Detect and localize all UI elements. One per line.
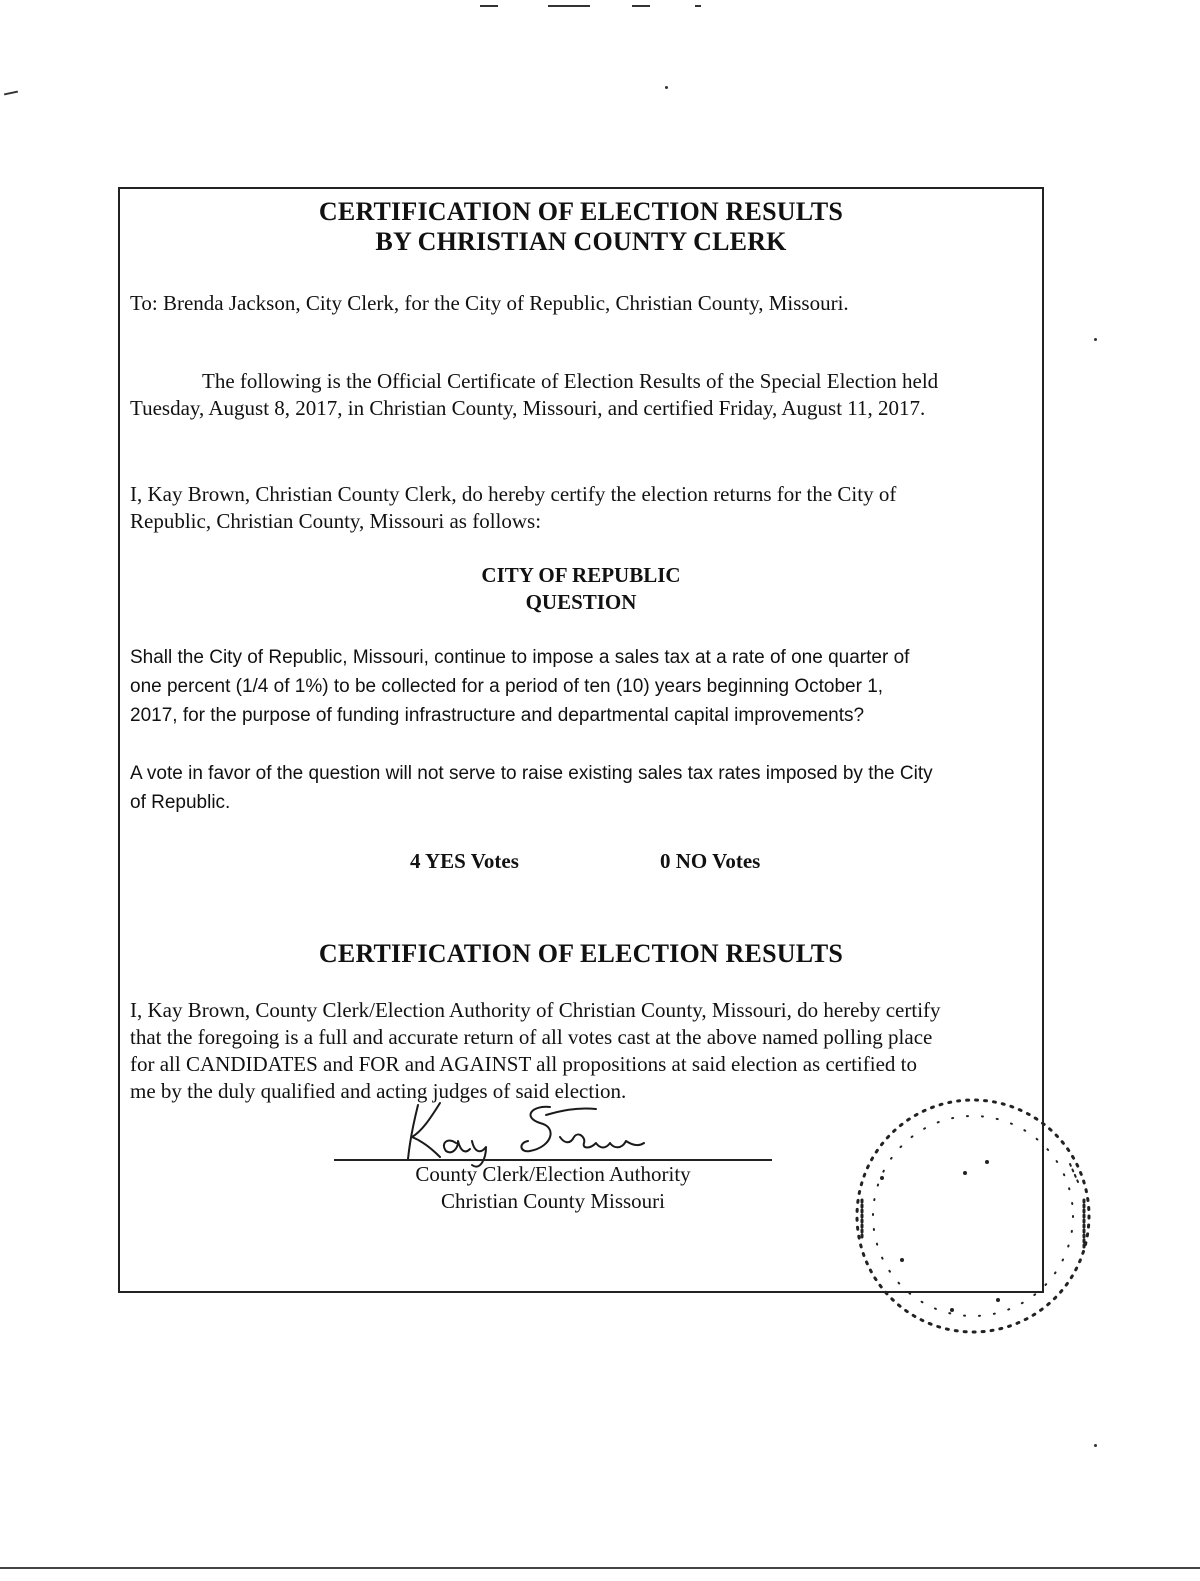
scan-mark <box>480 5 498 7</box>
final-text-line: me by the duly qualified and acting judges of said election. <box>130 1079 627 1103</box>
question-heading: QUESTION <box>525 590 637 614</box>
signature-caption-county: Christian County Missouri <box>440 1189 666 1213</box>
scan-mark <box>4 91 18 96</box>
signature-caption-title: County Clerk/Election Authority <box>415 1162 691 1186</box>
scan-mark <box>1094 338 1097 341</box>
scan-mark <box>665 86 668 89</box>
no-votes: 0 NO Votes <box>660 849 761 873</box>
final-text-line: that the foregoing is a full and accurate return of all votes cast at the above named polling place <box>130 1025 933 1049</box>
final-text-line: I, Kay Brown, County Clerk/Election Authority of Christian County, Missouri, do hereby certify <box>130 998 941 1022</box>
question-heading: CITY OF REPUBLIC <box>481 563 681 587</box>
scan-mark <box>1094 1444 1097 1447</box>
note-text-line: of Republic. <box>130 792 231 813</box>
question-text-line: Shall the City of Republic, Missouri, continue to impose a sales tax at a rate of one quarter of <box>130 647 910 668</box>
intro-text-line: Tuesday, August 8, 2017, in Christian County, Missouri, and certified Friday, August 11, 2017. <box>130 396 926 420</box>
second-certification-title: CERTIFICATION OF ELECTION RESULTS <box>318 939 844 968</box>
scan-mark <box>632 5 650 7</box>
certify-text-line: Republic, Christian County, Missouri as follows: <box>130 509 542 533</box>
scan-mark <box>548 5 590 7</box>
yes-votes: 4 YES Votes <box>410 849 519 873</box>
certify-text-line: I, Kay Brown, Christian County Clerk, do hereby certify the election returns for the City of <box>130 482 897 506</box>
scan-mark <box>695 5 701 7</box>
final-text-line: for all CANDIDATES and FOR and AGAINST all propositions at said election as certified to <box>130 1052 917 1076</box>
document-title: CERTIFICATION OF ELECTION RESULTS <box>318 197 844 226</box>
question-text-line: 2017, for the purpose of funding infrastructure and departmental capital improvements? <box>130 705 865 726</box>
intro-text-line: The following is the Official Certificate of Election Results of the Special Election held <box>202 369 939 393</box>
note-text-line: A vote in favor of the question will not serve to raise existing sales tax rates imposed by the City <box>130 763 933 784</box>
addressee-line: To: Brenda Jackson, City Clerk, for the City of Republic, Christian County, Missouri. <box>130 291 849 315</box>
document-subtitle: BY CHRISTIAN COUNTY CLERK <box>375 227 787 256</box>
question-text-line: one percent (1/4 of 1%) to be collected for a period of ten (10) years beginning October 1, <box>130 676 884 697</box>
county-seal-stamp <box>842 1090 1104 1342</box>
page-bottom-rule <box>0 1567 1200 1569</box>
